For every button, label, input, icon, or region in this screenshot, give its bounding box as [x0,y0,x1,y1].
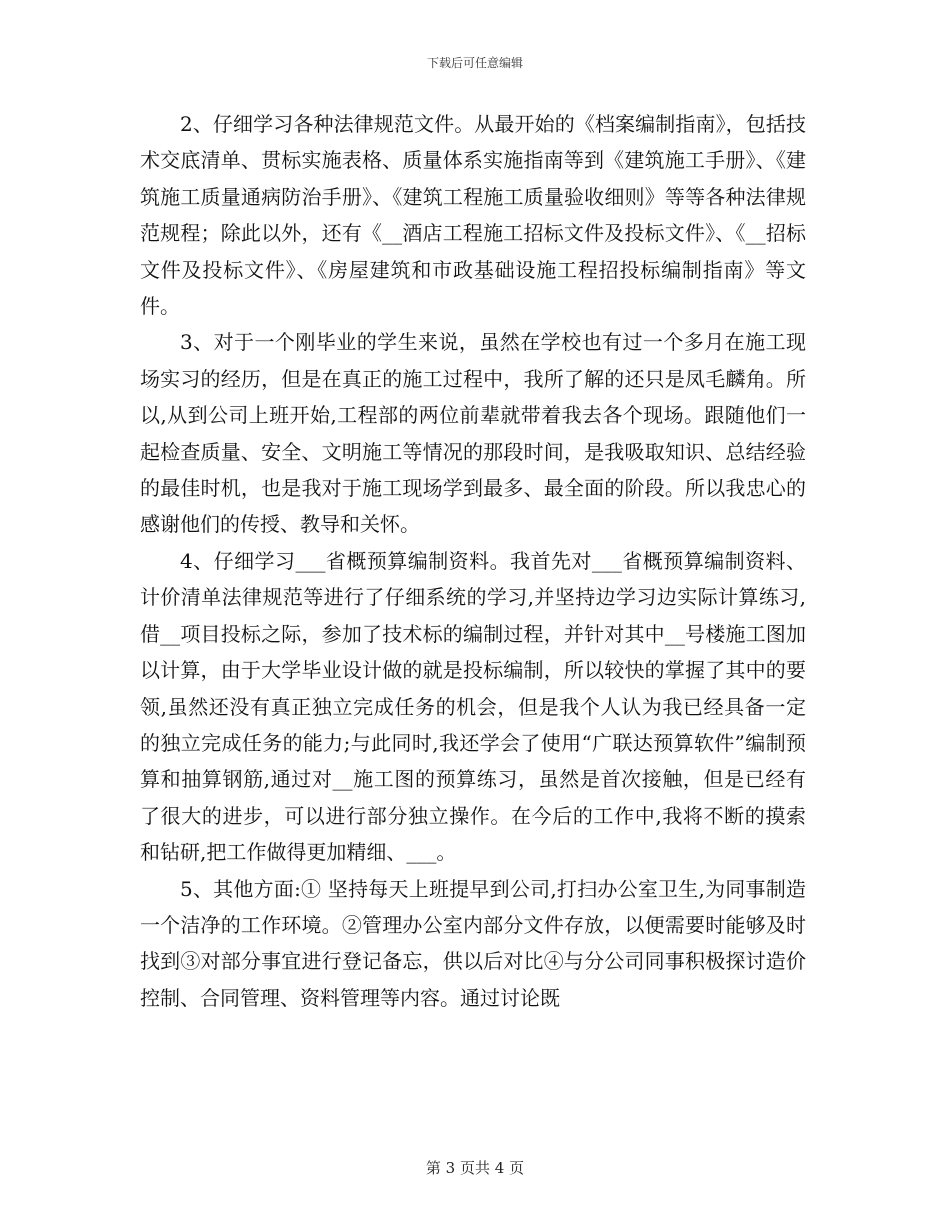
document-body [140,106,806,1016]
paragraph-5-other-aspects: 5、其他方面:① 坚持每天上班提早到公司,打扫办公室卫生,为同事制造一个洁净的工作环境。②管理办公室内部分文件存放，以便需要时能够及时找到③对部分事宜进行登记备忘，供以后对比④与分公司同事积极探讨造价控制、合同管理、资料管理等内容。通过讨论既 [140,876,806,1010]
page-header: 下载后可任意编辑 [426,56,523,70]
paragraph-4-budget-study: 4、仔细学习___省概预算编制资料。我首先对___省概预算编制资料、计价清单法律规范等进行了仔细系统的学习,并坚持边学习边实际计算练习,借__项目投标之际，参加了技术标的编制过程，并针对其中__号楼施工图加以计算，由于大学毕业设计做的就是投标编制，所以较快的掌握了其中的要领,虽然还没有真正独立完成任务的机会，但是我个人认为我已经具备一定的独立完成任务的能力;与此同时,我还学会了使用“广联达预算软件”编制预算和抽算钢筋,通过对__施工图的预算练习，虽然是首次接触，但是已经有了很大的进步，可以进行部分独立操作。在今后的工作中,我将不断的摸索和钻研,把工作做得更加精细、___。 [140,548,806,865]
page-footer: 第 3 页共 4 页 [425,1159,525,1177]
paragraph-3-site-internship: 3、对于一个刚毕业的学生来说，虽然在学校也有过一个多月在施工现场实习的经历，但是在真正的施工过程中，我所了解的还只是凤毛麟角。所以,从到公司上班开始,工程部的两位前辈就带着我去各个现场。跟随他们一起检查质量、安全、文明施工等情况的那段时间，是我吸取知识、总结经验的最佳时机，也是我对于施工现场学到最多、最全面的阶段。所以我忠心的感谢他们的传授、教导和关怀。 [140,330,806,537]
paragraph-2-study-regulations: 2、仔细学习各种法律规范文件。从最开始的《档案编制指南》，包括技术交底清单、贯标实施表格、质量体系实施指南等到《建筑施工手册》、《建筑施工质量通病防治手册》、《建筑工程施工质量验收细则》等等各种法律规范规程；除此以外，还有《__酒店工程施工招标文件及投标文件》、《__招标文件及投标文件》、《房屋建筑和市政基础设施工程招投标编制指南》等文件。 [140,112,806,319]
